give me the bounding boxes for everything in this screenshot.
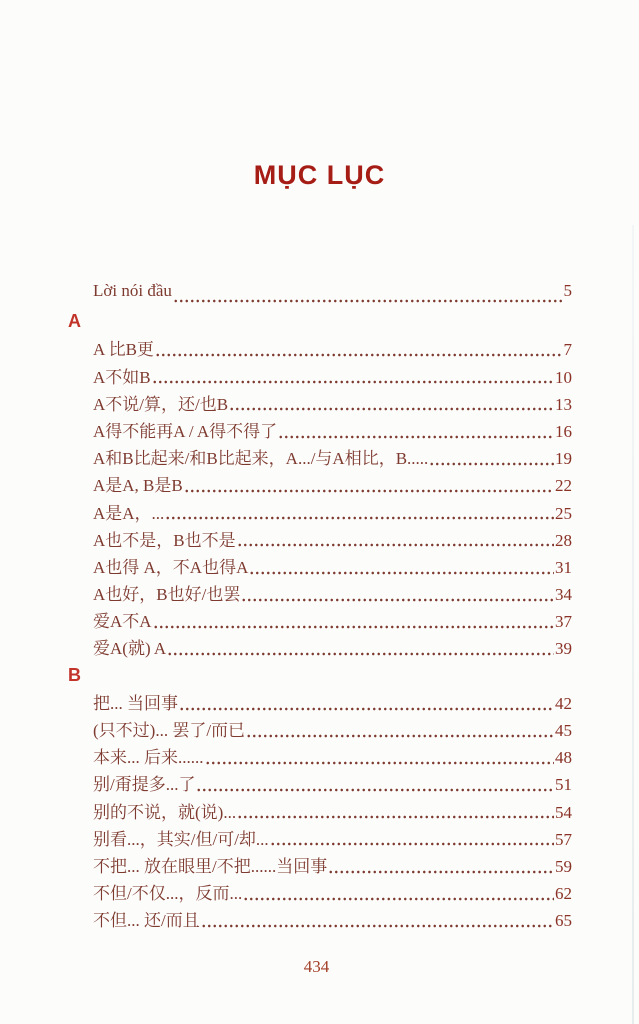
toc-entry <box>68 879 572 906</box>
toc-entry <box>68 634 572 661</box>
dot-leader <box>184 471 554 498</box>
dot-leader <box>328 852 554 879</box>
toc-entry <box>68 553 572 580</box>
toc-entry-label: A也得 A，不A也得A <box>93 557 249 577</box>
toc-entry-page: 45 <box>555 721 572 740</box>
footer-page-number: 434 <box>303 957 330 976</box>
toc-entry-label: 别/甭提多...了 <box>93 775 196 795</box>
dot-leader <box>241 580 554 607</box>
dot-leader <box>270 825 554 852</box>
toc-entry <box>68 825 572 852</box>
toc-entry-page: 16 <box>555 421 572 441</box>
toc-entry-label: 不把... 放在眼里/不把......当回事 <box>93 856 328 876</box>
toc-entry-label: A也好，B也好/也罢 <box>93 585 241 605</box>
dot-leader <box>196 770 554 797</box>
toc-entry <box>68 335 572 362</box>
dot-leader <box>152 363 554 390</box>
dot-leader <box>249 553 554 580</box>
toc-entry-page: 19 <box>555 449 572 469</box>
toc-entry-page: 65 <box>555 911 572 931</box>
toc-entry-page: 51 <box>555 775 572 795</box>
toc-entry-page: 62 <box>555 884 572 904</box>
toc-entry <box>68 770 572 797</box>
toc-entry <box>68 471 572 498</box>
dot-leader <box>173 281 563 308</box>
toc-entry-page: 57 <box>555 829 572 849</box>
toc-entry <box>68 852 572 879</box>
toc-entry-label: A得不能再A / A得不得了 <box>93 421 278 441</box>
toc-entry <box>68 417 572 444</box>
toc-entry-label: Lời nói đầu <box>93 281 172 300</box>
toc-entry-label: 爱A不A <box>93 612 152 632</box>
dot-leader <box>167 634 554 661</box>
toc-entry-label: A和B比起来/和B比起来，A.../与A相比，B..... <box>93 449 429 469</box>
section-letter: A <box>68 311 81 332</box>
toc-entry <box>68 390 572 417</box>
toc <box>68 281 572 934</box>
section-letter: B <box>68 664 81 685</box>
dot-leader <box>429 444 554 471</box>
toc-entry-page: 22 <box>555 476 572 496</box>
toc-entry-label: 别看...，其实/但/可/却... <box>93 829 269 849</box>
toc-entry-label: A也不是，B也不是 <box>93 530 236 550</box>
toc-entry <box>68 499 572 526</box>
toc-entry-page: 7 <box>563 340 572 360</box>
dot-leader <box>153 607 554 634</box>
dot-leader <box>237 526 554 553</box>
toc-entry-label: 不但/不仅...，反而... <box>93 884 243 904</box>
dot-leader <box>229 390 554 417</box>
dot-leader <box>165 499 554 526</box>
toc-entry-page: 31 <box>555 557 572 577</box>
toc-entry <box>68 689 572 716</box>
toc-entry <box>68 363 572 390</box>
page-title: MỤC LỤC <box>253 160 386 190</box>
dot-leader <box>278 417 554 444</box>
toc-entry-page: 10 <box>555 367 572 387</box>
toc-entry <box>68 580 572 607</box>
toc-entry-page: 5 <box>563 281 572 300</box>
toc-entry-label: 不但... 还/而且 <box>93 911 200 931</box>
toc-entry-label: A不如B <box>93 367 151 387</box>
toc-entry-label: 本来... 后来...... <box>93 748 204 768</box>
toc-entry-page: 34 <box>555 585 572 605</box>
dot-leader <box>246 716 554 743</box>
dot-leader <box>237 798 554 825</box>
toc-entry <box>68 716 572 743</box>
dot-leader <box>155 335 563 362</box>
toc-entry <box>68 906 572 933</box>
toc-entry <box>68 798 572 825</box>
toc-entry-page: 48 <box>555 748 572 768</box>
toc-entry <box>68 281 572 308</box>
dot-leader <box>179 689 554 716</box>
toc-entry-label: A是A，... <box>93 503 165 523</box>
toc-entry-page: 39 <box>555 639 572 659</box>
page-edge-shadow <box>632 225 634 1024</box>
toc-entry-label: 别的不说，就(说)... <box>93 802 237 822</box>
toc-entry-label: (只不过)... 罢了/而已 <box>93 721 246 740</box>
toc-entry-page: 13 <box>555 394 572 414</box>
toc-entry-label: 把... 当回事 <box>93 693 178 713</box>
toc-entry-page: 37 <box>555 612 572 632</box>
toc-entry-page: 25 <box>555 503 572 523</box>
toc-entry-label: A是A, B是B <box>93 476 183 496</box>
toc-entry <box>68 526 572 553</box>
toc-entry <box>68 444 572 471</box>
toc-entry-page: 59 <box>555 856 572 876</box>
dot-leader <box>205 743 555 770</box>
toc-entry-page: 28 <box>555 530 572 550</box>
toc-entry-page: 54 <box>555 802 572 822</box>
dot-leader <box>201 906 554 933</box>
toc-entry <box>68 607 572 634</box>
toc-entry <box>68 743 572 770</box>
dot-leader <box>243 879 554 906</box>
toc-entry-page: 42 <box>555 693 572 713</box>
toc-entry-label: A不说/算，还/也B <box>93 394 229 414</box>
toc-entry-label: A 比B更 <box>93 340 154 360</box>
toc-entry-label: 爱A(就) A <box>93 639 167 659</box>
